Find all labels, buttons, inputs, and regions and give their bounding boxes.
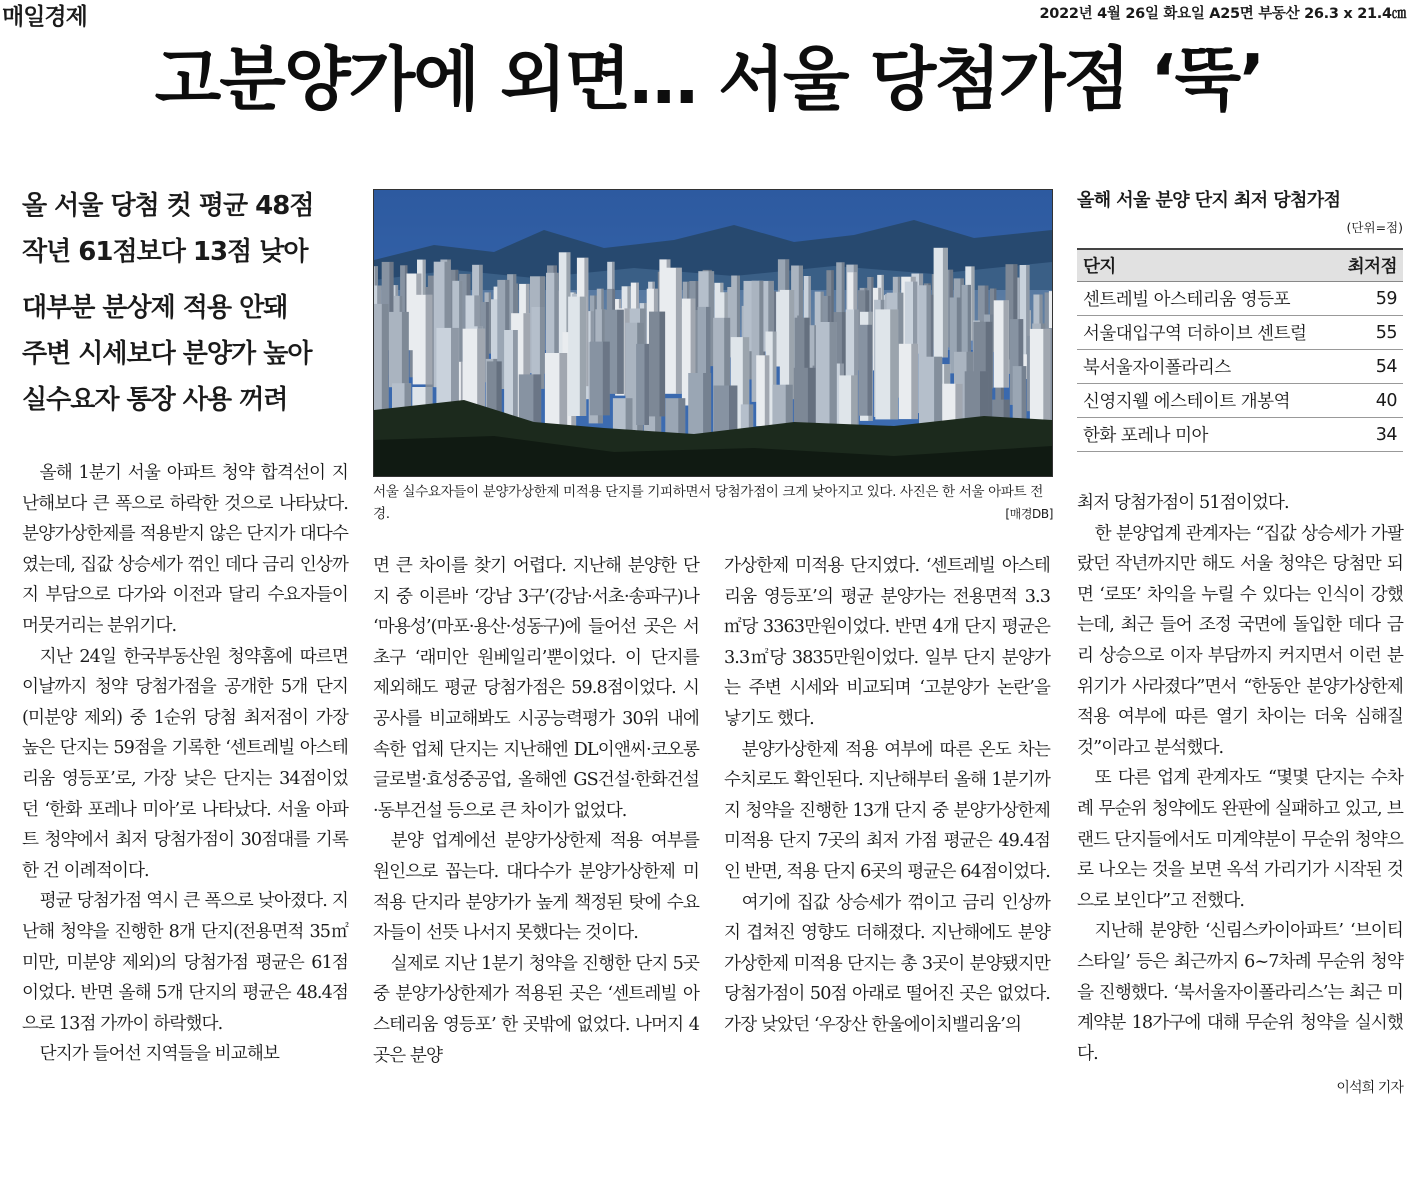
subhead-5: 실수요자 통장 사용 꺼려 (22, 385, 288, 415)
header-lowest-score: 최저점 (1336, 249, 1403, 282)
table-title: 올해 서울 분양 단지 최저 당첨가점 (1077, 190, 1341, 211)
city-apartments-photo (373, 189, 1053, 477)
complex-name: 한화 포레나 미아 (1077, 418, 1336, 452)
paragraph: 단지가 들어선 지역들을 비교해보 (39, 1044, 280, 1065)
newspaper-logo: 매일경제 (2, 4, 87, 30)
caption-text: 서울 실수요자들이 분양가상한제 미적용 단지를 기피하면서 당첨가점이 크게 낮아지고 있다. 사진은 한 서울 아파트 전경. (373, 484, 1043, 522)
complex-name: 서울대입구역 더하이브 센트럴 (1077, 316, 1336, 350)
header-complex: 단지 (1077, 249, 1336, 282)
subhead-1: 올 서울 당첨 컷 평균 48점 (22, 191, 314, 221)
article-column-1 (22, 458, 348, 1070)
photo-illustration (374, 190, 1052, 476)
headline: 고분양가에 외면… 서울 당첨가점 ‘뚝’ (154, 40, 1264, 120)
photo-caption (373, 481, 1053, 525)
paragraph: 면 큰 차이를 찾기 어렵다. 지난해 분양한 단지 중 이른바 ‘강남 3구’(강남·서초·송파구)나 ‘마용성’(마포·용산·성동구)에 들어선 곳은 서초구 ‘래미안 원베일리’뿐이었다. 이 단지를 제외해도 평균 당첨가점은 59.8점이었다. 시공사를 비교해봐도 시공능력평가 30위 내에 속한 업체 단지는 지난해엔 DL이앤씨·코오롱글로벌·효성중공업, 올해엔 GS건설·한화건설·동부건설 등으로 큰 차이가 없었다. (373, 556, 699, 821)
table-row (1077, 282, 1403, 316)
article-column-2 (373, 551, 699, 1071)
paragraph: 지난 24일 한국부동산원 청약홈에 따르면 이날까지 청약 당첨가점을 공개한 5개 단지(미분양 제외) 중 1순위 당첨 최저점이 가장 높은 단지는 59점을 기록한 ‘센트레빌 아스테리움 영등포’로, 가장 낮은 단지는 34점이었던 ‘한화 포레나 미아’로 나타났다. 서울 아파트 청약에서 최저 당첨가점이 30점대를 기록한 건 이례적이다. (22, 646, 348, 881)
lowest-score: 55 (1336, 316, 1403, 350)
reporter-byline: 이석희 기자 (1336, 1080, 1403, 1097)
table-row (1077, 384, 1403, 418)
paragraph: 지난해 분양한 ‘신림스카이아파트’ ‘브이티스타일’ 등은 최근까지 6~7차례 무순위 청약을 진행했다. ‘북서울자이폴라리스’는 최근 미계약분 18가구에 대해 무순위 청약을 실시했다. (1077, 921, 1403, 1064)
article-column-4 (1077, 488, 1403, 1104)
paragraph: 평균 당첨가점 역시 큰 폭으로 낮아졌다. 지난해 청약을 진행한 8개 단지(전용면적 35㎡ 미만, 미분양 제외)의 당첨가점 평균은 61점이었다. 반면 올해 5개 단지의 평균은 48.4점으로 13점 가까이 하락했다. (22, 891, 348, 1034)
paragraph: 가상한제 미적용 단지였다. ‘센트레빌 아스테리움 영등포’의 평균 분양가는 전용면적 3.3㎡당 3363만원이었다. 반면 4개 단지 평균은 3.3㎡당 3835만원이었다. 일부 단지 분양가는 주변 시세와 비교되며 ‘고분양가 논란’을 낳기도 했다. (724, 556, 1050, 729)
lowest-score-table-box (1077, 186, 1403, 452)
dateline: 2022년 4월 26일 화요일 A25면 부동산 26.3 x 21.4㎝ (1039, 6, 1406, 22)
lowest-score-table (1077, 248, 1403, 452)
paragraph: 여기에 집값 상승세가 꺾이고 금리 인상까지 겹쳐진 영향도 더해졌다. 지난해에도 분양가상한제 미적용 단지는 총 3곳이 분양됐지만 당첨가점이 50점 아래로 떨어진 곳은 없었다. 가장 낮았던 ‘우장산 한울에이치밸리움’의 (724, 892, 1050, 1035)
subhead-4: 주변 시세보다 분양가 높아 (22, 339, 312, 369)
photo-credit: [매경DB] (1005, 507, 1053, 521)
subheads (22, 183, 352, 423)
lowest-score: 34 (1336, 418, 1403, 452)
table-row (1077, 350, 1403, 384)
paragraph: 분양가상한제 적용 여부에 따른 온도 차는 수치로도 확인된다. 지난해부터 올해 1분기까지 청약을 진행한 13개 단지 중 분양가상한제 미적용 단지 7곳의 최저 가점 평균은 49.4점인 반면, 적용 단지 6곳의 평균은 64점이었다. (724, 739, 1050, 882)
subhead-2: 작년 61점보다 13점 낮아 (22, 237, 308, 267)
article-column-3 (724, 551, 1050, 1041)
table-row (1077, 418, 1403, 452)
paragraph: 최저 당첨가점이 51점이었다. (1077, 493, 1289, 513)
lowest-score: 54 (1336, 350, 1403, 384)
paragraph: 한 분양업계 관계자는 “집값 상승세가 가팔랐던 작년까지만 해도 서울 청약은 당첨만 되면 ‘로또’ 차익을 누릴 수 있다는 인식이 강했는데, 최근 들어 조정 국면에 돌입한 데다 금리 상승으로 이자 부담까지 커지면서 이런 분위기가 사라졌다”면서 “한동안 분양가상한제 적용 여부에 따른 열기 차이는 더욱 심해질 것”이라고 분석했다. (1077, 523, 1403, 758)
lowest-score: 59 (1336, 282, 1403, 316)
paragraph: 분양 업계에선 분양가상한제 적용 여부를 원인으로 꼽는다. 대다수가 분양가상한제 미적용 단지라 분양가가 높게 책정된 탓에 수요자들이 선뜻 나서지 못했다는 것이다. (373, 831, 699, 944)
paragraph: 실제로 지난 1분기 청약을 진행한 단지 5곳 중 분양가상한제가 적용된 곳은 ‘센트레빌 아스테리움 영등포’ 한 곳밖에 없었다. 나머지 4곳은 분양 (373, 953, 699, 1066)
table-row (1077, 316, 1403, 350)
table-header-row (1077, 249, 1403, 282)
paragraph: 또 다른 업계 관계자도 “몇몇 단지는 수차례 무순위 청약에도 완판에 실패하고 있고, 브랜드 단지들에서도 미계약분이 무순위 청약으로 나오는 것을 보면 옥석 가리기가 시작된 것으로 보인다”고 전했다. (1077, 768, 1403, 911)
lowest-score: 40 (1336, 384, 1403, 418)
subhead-3: 대부분 분상제 적용 안돼 (22, 293, 288, 323)
table-unit: (단위=점) (1346, 220, 1403, 235)
complex-name: 신영지웰 에스테이트 개봉역 (1077, 384, 1336, 418)
complex-name: 북서울자이폴라리스 (1077, 350, 1336, 384)
paragraph: 올해 1분기 서울 아파트 청약 합격선이 지난해보다 큰 폭으로 하락한 것으로 나타났다. 분양가상한제를 적용받지 않은 단지가 대다수였는데, 집값 상승세가 꺾인 데다 금리 인상까지 부담으로 다가와 이전과 달리 수요자들이 머뭇거리는 분위기다. (22, 463, 348, 636)
complex-name: 센트레빌 아스테리움 영등포 (1077, 282, 1336, 316)
